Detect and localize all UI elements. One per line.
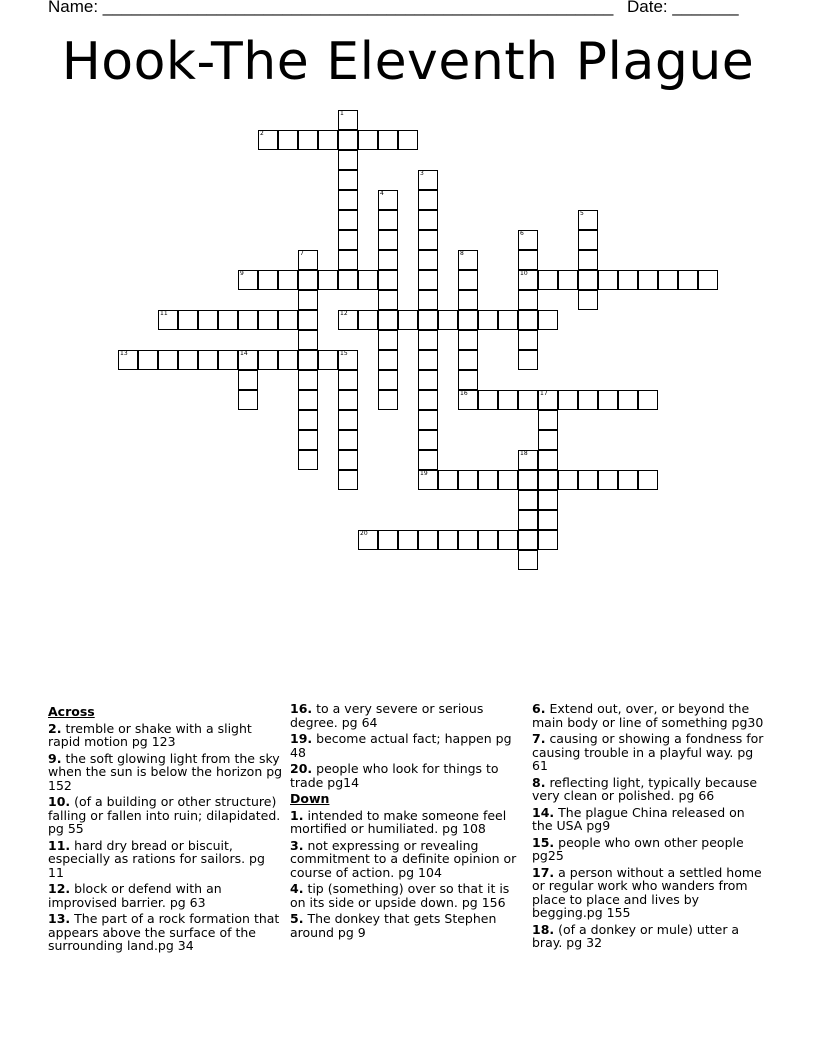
clue-number: 9 — [240, 270, 244, 277]
grid-cell[interactable] — [278, 310, 298, 330]
grid-cell[interactable] — [298, 370, 318, 390]
grid-cell[interactable] — [618, 390, 638, 410]
grid-cell[interactable] — [278, 270, 298, 290]
grid-cell[interactable] — [338, 130, 358, 150]
grid-cell[interactable] — [458, 270, 478, 290]
grid-cell[interactable] — [458, 470, 478, 490]
grid-cell[interactable] — [338, 370, 358, 390]
clue-number: 20 — [360, 530, 368, 537]
grid-cell[interactable] — [318, 350, 338, 370]
grid-cell[interactable] — [378, 230, 398, 250]
grid-cell[interactable] — [578, 230, 598, 250]
grid-cell[interactable] — [238, 270, 258, 290]
grid-cell[interactable] — [498, 390, 518, 410]
grid-cell[interactable] — [338, 230, 358, 250]
clue-number: 15 — [340, 350, 348, 357]
grid-cell[interactable] — [338, 210, 358, 230]
grid-cell[interactable] — [458, 290, 478, 310]
clue-down-4: 4. tip (something) over so that it is on its side or upside down. pg 156 — [290, 881, 510, 910]
page-title: Hook-The Eleventh Plague — [61, 32, 755, 92]
grid-cell[interactable] — [238, 370, 258, 390]
grid-cell[interactable] — [418, 530, 438, 550]
clue-down-5: 5. The donkey that gets Stephen around pg 9 — [290, 911, 497, 940]
grid-cell[interactable] — [338, 350, 358, 370]
down-heading: Down — [290, 791, 330, 806]
grid-cell[interactable] — [378, 530, 398, 550]
grid-cell[interactable] — [638, 470, 658, 490]
grid-cell[interactable] — [318, 130, 338, 150]
clue-number: 4 — [380, 190, 384, 197]
grid-cell[interactable] — [578, 290, 598, 310]
grid-cell[interactable] — [538, 450, 558, 470]
grid-cell[interactable] — [378, 250, 398, 270]
grid-cell[interactable] — [158, 310, 178, 330]
grid-cell[interactable] — [338, 450, 358, 470]
grid-cell[interactable] — [418, 310, 438, 330]
clue-number: 2 — [260, 130, 264, 137]
grid-cell[interactable] — [478, 310, 498, 330]
grid-cell[interactable] — [378, 290, 398, 310]
grid-cell[interactable] — [378, 390, 398, 410]
grid-cell[interactable] — [338, 110, 358, 130]
grid-cell[interactable] — [418, 370, 438, 390]
grid-cell[interactable] — [458, 350, 478, 370]
grid-cell[interactable] — [198, 350, 218, 370]
grid-cell[interactable] — [478, 470, 498, 490]
grid-cell[interactable] — [578, 210, 598, 230]
grid-cell[interactable] — [198, 310, 218, 330]
grid-cell[interactable] — [538, 310, 558, 330]
grid-cell[interactable] — [278, 350, 298, 370]
grid-cell[interactable] — [358, 130, 378, 150]
grid-cell[interactable] — [538, 470, 558, 490]
clue-down-17: 17. a person without a settled home or regular work who wanders from place to place and lives by begging.pg 155 — [532, 864, 762, 920]
grid-cell[interactable] — [338, 250, 358, 270]
grid-cell[interactable] — [518, 350, 538, 370]
clue-across-2: 2. tremble or shake with a slight rapid motion pg 123 — [48, 720, 252, 749]
across-heading: Across — [48, 704, 95, 719]
grid-cell[interactable] — [538, 490, 558, 510]
grid-cell[interactable] — [458, 250, 478, 270]
grid-cell[interactable] — [398, 530, 418, 550]
grid-cell[interactable] — [418, 430, 438, 450]
grid-cell[interactable] — [438, 530, 458, 550]
clue-down-6: 6. Extend out, over, or beyond the main body or line of something pg30 — [532, 701, 764, 730]
grid-cell[interactable] — [338, 310, 358, 330]
clue-across-9: 9. the soft glowing light from the sky when the sun is below the horizon pg 152 — [48, 750, 283, 793]
grid-cell[interactable] — [538, 530, 558, 550]
grid-cell[interactable] — [378, 310, 398, 330]
grid-cell[interactable] — [218, 350, 238, 370]
clue-across-11: 11. hard dry bread or biscuit, especially as rations for sailors. pg 11 — [48, 837, 265, 880]
grid-cell[interactable] — [578, 250, 598, 270]
grid-cell[interactable] — [378, 330, 398, 350]
grid-cell[interactable] — [518, 250, 538, 270]
grid-cell[interactable] — [338, 190, 358, 210]
grid-cell[interactable] — [378, 210, 398, 230]
grid-cell[interactable] — [558, 390, 578, 410]
grid-cell[interactable] — [458, 530, 478, 550]
grid-cell[interactable] — [518, 390, 538, 410]
clue-number: 11 — [160, 310, 168, 317]
clue-across-16: 16. to a very severe or serious degree. pg 64 — [290, 701, 484, 730]
clue-down-3: 3. not expressing or revealing commitment to a definite opinion or course of action. pg 104 — [290, 837, 517, 880]
grid-cell[interactable] — [598, 470, 618, 490]
grid-cell[interactable] — [258, 270, 278, 290]
clue-down-8: 8. reflecting light, typically because very clean or polished. pg 66 — [532, 774, 758, 803]
grid-cell[interactable] — [418, 470, 438, 490]
grid-cell[interactable] — [518, 230, 538, 250]
grid-cell[interactable] — [538, 270, 558, 290]
grid-cell[interactable] — [518, 490, 538, 510]
grid-cell[interactable] — [418, 350, 438, 370]
grid-cell[interactable] — [338, 430, 358, 450]
grid-cell[interactable] — [418, 450, 438, 470]
grid-cell[interactable] — [538, 390, 558, 410]
clue-number: 16 — [460, 390, 468, 397]
clue-number: 14 — [240, 350, 248, 357]
grid-cell[interactable] — [418, 390, 438, 410]
grid-cell[interactable] — [418, 270, 438, 290]
grid-cell[interactable] — [378, 130, 398, 150]
grid-cell[interactable] — [238, 350, 258, 370]
grid-cell[interactable] — [358, 270, 378, 290]
clue-across-20: 20. people who look for things to trade pg14 — [290, 761, 499, 790]
clue-number: 10 — [520, 270, 528, 277]
grid-cell[interactable] — [298, 390, 318, 410]
grid-cell[interactable] — [298, 130, 318, 150]
date-field-label: Date: _______ — [627, 0, 739, 16]
grid-cell[interactable] — [518, 270, 538, 290]
grid-cell[interactable] — [398, 130, 418, 150]
grid-cell[interactable] — [118, 350, 138, 370]
grid-cell[interactable] — [338, 170, 358, 190]
grid-cell[interactable] — [538, 510, 558, 530]
clue-number: 13 — [120, 350, 128, 357]
grid-cell[interactable] — [518, 310, 538, 330]
clue-across-10: 10. (of a building or other structure) falling or fallen into ruin; dilapidated. pg 55 — [48, 794, 281, 836]
grid-cell[interactable] — [338, 390, 358, 410]
grid-cell[interactable] — [638, 270, 658, 290]
grid-cell[interactable] — [658, 270, 678, 290]
grid-cell[interactable] — [598, 390, 618, 410]
clue-number: 18 — [520, 450, 528, 457]
grid-cell[interactable] — [358, 310, 378, 330]
clue-column-1 — [48, 702, 284, 953]
grid-cell[interactable] — [518, 530, 538, 550]
clue-number: 12 — [340, 310, 348, 317]
clue-down-18: 18. (of a donkey or mule) utter a bray. pg 32 — [532, 921, 740, 950]
clue-number: 8 — [460, 250, 464, 257]
grid-cell[interactable] — [458, 330, 478, 350]
clue-across-12: 12. block or defend with an improvised barrier. pg 63 — [48, 881, 222, 910]
clue-down-15: 15. people who own other people pg25 — [532, 834, 744, 863]
grid-cell[interactable] — [598, 270, 618, 290]
grid-cell[interactable] — [298, 430, 318, 450]
grid-cell[interactable] — [378, 270, 398, 290]
clue-number: 5 — [580, 210, 584, 217]
grid-cell[interactable] — [418, 410, 438, 430]
grid-cell[interactable] — [298, 410, 318, 430]
clue-column-3 — [532, 702, 768, 950]
grid-cell[interactable] — [338, 410, 358, 430]
grid-cell[interactable] — [498, 530, 518, 550]
grid-cell[interactable] — [358, 530, 378, 550]
grid-cell[interactable] — [418, 210, 438, 230]
clue-number: 17 — [540, 390, 548, 397]
grid-cell[interactable] — [298, 310, 318, 330]
clue-column-2 — [290, 702, 526, 939]
clue-across-19: 19. become actual fact; happen pg 48 — [290, 731, 512, 760]
grid-cell[interactable] — [298, 450, 318, 470]
grid-cell[interactable] — [398, 310, 418, 330]
grid-cell[interactable] — [538, 430, 558, 450]
grid-cell[interactable] — [378, 370, 398, 390]
grid-cell[interactable] — [578, 270, 598, 290]
grid-cell[interactable] — [458, 390, 478, 410]
grid-cell[interactable] — [238, 390, 258, 410]
grid-cell[interactable] — [698, 270, 718, 290]
grid-cell[interactable] — [438, 470, 458, 490]
grid-cell[interactable] — [558, 470, 578, 490]
grid-cell[interactable] — [298, 250, 318, 270]
clue-number: 3 — [420, 170, 424, 177]
grid-cell[interactable] — [298, 270, 318, 290]
grid-cell[interactable] — [378, 190, 398, 210]
grid-cell[interactable] — [178, 350, 198, 370]
grid-cell[interactable] — [298, 290, 318, 310]
grid-cell[interactable] — [558, 270, 578, 290]
grid-cell[interactable] — [678, 270, 698, 290]
grid-cell[interactable] — [418, 170, 438, 190]
grid-cell[interactable] — [518, 510, 538, 530]
name-field-label: Name: ______________________________________________________ — [48, 0, 614, 16]
grid-cell[interactable] — [218, 310, 238, 330]
clue-number: 19 — [420, 470, 428, 477]
grid-cell[interactable] — [618, 270, 638, 290]
clue-number: 1 — [340, 110, 344, 117]
grid-cell[interactable] — [158, 350, 178, 370]
grid-cell[interactable] — [418, 190, 438, 210]
grid-cell[interactable] — [378, 350, 398, 370]
grid-cell[interactable] — [458, 370, 478, 390]
grid-cell[interactable] — [498, 310, 518, 330]
grid-cell[interactable] — [518, 450, 538, 470]
grid-cell[interactable] — [338, 470, 358, 490]
grid-cell[interactable] — [518, 330, 538, 350]
grid-cell[interactable] — [278, 130, 298, 150]
grid-cell[interactable] — [518, 290, 538, 310]
grid-cell[interactable] — [518, 470, 538, 490]
grid-cell[interactable] — [458, 310, 478, 330]
grid-cell[interactable] — [418, 290, 438, 310]
clue-down-14: 14. The plague China released on the USA pg9 — [532, 804, 745, 833]
grid-cell[interactable] — [338, 150, 358, 170]
grid-cell[interactable] — [478, 390, 498, 410]
grid-cell[interactable] — [618, 470, 638, 490]
grid-cell[interactable] — [478, 530, 498, 550]
grid-cell[interactable] — [418, 230, 438, 250]
grid-cell[interactable] — [338, 270, 358, 290]
clue-number: 7 — [300, 250, 304, 257]
grid-cell[interactable] — [258, 350, 278, 370]
grid-cell[interactable] — [498, 470, 518, 490]
grid-cell[interactable] — [258, 310, 278, 330]
clue-down-7: 7. causing or showing a fondness for causing trouble in a playful way. pg 61 — [532, 731, 764, 773]
clue-down-1: 1. intended to make someone feel mortified or humiliated. pg 108 — [290, 807, 507, 836]
grid-cell[interactable] — [438, 310, 458, 330]
grid-cell[interactable] — [238, 310, 258, 330]
grid-cell[interactable] — [318, 270, 338, 290]
grid-cell[interactable] — [578, 390, 598, 410]
grid-cell[interactable] — [418, 330, 438, 350]
grid-cell[interactable] — [178, 310, 198, 330]
grid-cell[interactable] — [258, 130, 278, 150]
grid-cell[interactable] — [578, 470, 598, 490]
clue-across-13: 13. The part of a rock formation that appears above the surface of the surrounding land.pg 34 — [48, 911, 280, 953]
grid-cell[interactable] — [518, 550, 538, 570]
grid-cell[interactable] — [138, 350, 158, 370]
grid-cell[interactable] — [638, 390, 658, 410]
grid-cell[interactable] — [298, 350, 318, 370]
grid-cell[interactable] — [298, 330, 318, 350]
grid-cell[interactable] — [538, 410, 558, 430]
clue-number: 6 — [520, 230, 524, 237]
grid-cell[interactable] — [418, 250, 438, 270]
